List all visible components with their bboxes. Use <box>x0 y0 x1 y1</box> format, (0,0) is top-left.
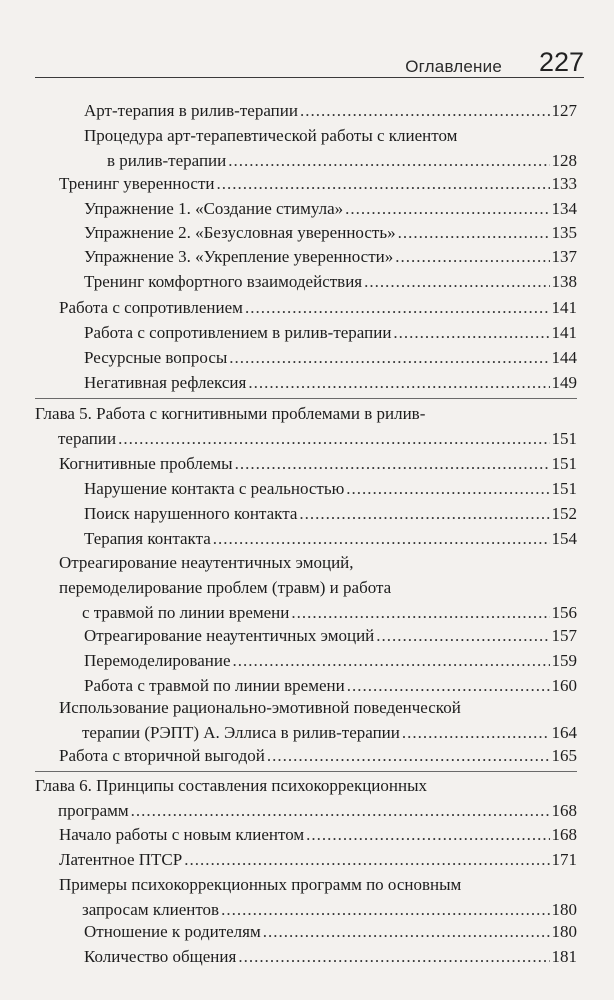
entry-title: Латентное ПТСР <box>59 850 183 869</box>
entry-page: 151 <box>551 479 577 498</box>
entry-title-line: Глава 5. Работа с когнитивными проблемами в рилив- <box>35 404 426 423</box>
entry-page: 159 <box>551 651 577 670</box>
toc-entry[interactable] <box>59 171 577 196</box>
leader-dots <box>267 743 550 768</box>
toc-entry[interactable] <box>84 196 577 221</box>
entry-title: Ресурсные вопросы <box>84 348 228 367</box>
leader-dots <box>235 451 550 476</box>
toc-entry[interactable] <box>59 743 577 768</box>
entry-title: Тренинг комфортного взаимодействия <box>84 272 363 291</box>
entry-page: 128 <box>551 151 577 170</box>
leader-dots <box>118 426 549 451</box>
toc-entry[interactable] <box>84 269 577 294</box>
entry-page: 134 <box>551 199 577 218</box>
entry-title: Терапия контакта <box>84 529 211 548</box>
entry-title: запросам клиентов <box>82 900 220 919</box>
entry-title: Работа с вторичной выгодой <box>59 746 265 765</box>
entry-title-line: Использование рационально-эмотивной поведенческой <box>59 698 461 717</box>
entry-page: 154 <box>551 529 577 548</box>
entry-title: Перемоделирование <box>84 651 231 670</box>
running-title: Оглавление <box>405 57 502 76</box>
entry-page: 157 <box>551 626 577 645</box>
entry-title: Работа с сопротивлением в рилив-терапии <box>84 323 392 342</box>
entry-title: Количество общения <box>84 947 237 966</box>
toc-entry[interactable] <box>59 295 577 320</box>
entry-page: 160 <box>551 676 577 695</box>
toc-entry[interactable] <box>84 98 577 123</box>
entry-page: 151 <box>551 454 577 473</box>
entry-title: Начало работы с новым клиентом <box>59 825 305 844</box>
leader-dots <box>263 919 550 944</box>
entry-page: 171 <box>551 850 577 869</box>
leader-dots <box>346 476 549 501</box>
entry-title: Отношение к родителям <box>84 922 261 941</box>
toc-entry[interactable] <box>59 822 577 847</box>
toc-entry[interactable] <box>59 550 577 625</box>
entry-page: 137 <box>551 247 577 266</box>
entry-page: 151 <box>551 429 577 448</box>
entry-title: Нарушение контакта с реальностью <box>84 479 345 498</box>
entry-page: 164 <box>551 723 577 742</box>
toc-entry[interactable] <box>59 847 577 872</box>
toc-entry[interactable] <box>35 401 577 451</box>
entry-title: терапии (РЭПТ) А. Эллиса в рилив-терапии <box>82 723 400 742</box>
leader-dots <box>245 295 550 320</box>
leader-dots <box>299 501 549 526</box>
leader-dots <box>291 600 549 625</box>
toc-entry[interactable] <box>84 623 577 648</box>
entry-page: 144 <box>551 348 577 367</box>
entry-title: Отреагирование неаутентичных эмоций <box>84 626 375 645</box>
toc-entry[interactable] <box>84 123 577 173</box>
entry-page: 149 <box>551 373 577 392</box>
entry-title-line: Примеры психокоррекционных программ по основным <box>59 875 462 894</box>
toc-entry[interactable] <box>84 919 577 944</box>
section-divider <box>35 771 577 772</box>
toc-entry[interactable] <box>84 320 577 345</box>
toc-entry[interactable] <box>84 345 577 370</box>
leader-dots <box>395 244 549 269</box>
entry-page: 156 <box>551 603 577 622</box>
entry-page: 141 <box>551 323 577 342</box>
leader-dots <box>229 345 549 370</box>
entry-page: 168 <box>551 825 577 844</box>
toc-entry[interactable] <box>59 872 577 922</box>
page-number: 227 <box>538 47 584 77</box>
entry-title: в рилив-терапии <box>107 151 227 170</box>
entry-title-line: Отреагирование неаутентичных эмоций, перемоделирование проблем (травм) и работа <box>59 553 392 597</box>
entry-page: 133 <box>551 174 577 193</box>
entry-title: Упражнение 1. «Создание стимула» <box>84 199 344 218</box>
entry-title: терапии <box>58 429 117 448</box>
leader-dots <box>184 847 549 872</box>
entry-title-line: Глава 6. Принципы составления психокоррекционных <box>35 776 428 795</box>
entry-page: 165 <box>551 746 577 765</box>
leader-dots <box>364 269 549 294</box>
toc-entry[interactable] <box>84 648 577 673</box>
entry-page: 168 <box>551 801 577 820</box>
toc-entry[interactable] <box>59 695 577 745</box>
leader-dots <box>398 220 550 245</box>
toc-entry[interactable] <box>84 220 577 245</box>
entry-title: Арт-терапия в рилив-терапии <box>84 101 298 120</box>
entry-page: 138 <box>551 272 577 291</box>
toc-entry[interactable] <box>84 526 577 551</box>
entry-title: Работа с сопротивлением <box>59 298 243 317</box>
entry-title: Когнитивные проблемы <box>59 454 233 473</box>
entry-title: программ <box>58 801 129 820</box>
entry-title: Тренинг уверенности <box>59 174 215 193</box>
leader-dots <box>217 171 550 196</box>
entry-title: с травмой по линии времени <box>82 603 290 622</box>
leader-dots <box>402 720 550 745</box>
leader-dots <box>213 526 550 551</box>
entry-title: Поиск нарушенного контакта <box>84 504 298 523</box>
entry-page: 152 <box>551 504 577 523</box>
entry-page: 127 <box>551 101 577 120</box>
entry-title: Работа с травмой по линии времени <box>84 676 345 695</box>
leader-dots <box>238 944 549 969</box>
leader-dots <box>248 370 549 395</box>
leader-dots <box>228 148 549 173</box>
leader-dots <box>306 822 549 847</box>
leader-dots <box>300 98 550 123</box>
leader-dots <box>233 648 550 673</box>
entry-page: 180 <box>551 922 577 941</box>
entry-page: 135 <box>551 223 577 242</box>
toc-entry[interactable] <box>84 944 577 969</box>
toc-entry[interactable] <box>35 773 577 823</box>
entry-page: 141 <box>551 298 577 317</box>
leader-dots <box>345 196 549 221</box>
entry-title-line: Процедура арт-терапевтической работы с клиентом <box>84 126 458 145</box>
toc-entry[interactable] <box>84 370 577 395</box>
entry-page: 181 <box>551 947 577 966</box>
leader-dots <box>376 623 549 648</box>
toc-entry[interactable] <box>84 476 577 501</box>
toc-entry[interactable] <box>84 244 577 269</box>
entry-page: 180 <box>551 900 577 919</box>
leader-dots <box>131 798 550 823</box>
leader-dots <box>393 320 549 345</box>
entry-title: Упражнение 3. «Укрепление уверенности» <box>84 247 394 266</box>
entry-title: Негативная рефлексия <box>84 373 247 392</box>
entry-title: Упражнение 2. «Безусловная уверенность» <box>84 223 396 242</box>
toc-entry[interactable] <box>59 451 577 476</box>
toc-entry[interactable] <box>84 501 577 526</box>
section-divider <box>35 398 577 399</box>
